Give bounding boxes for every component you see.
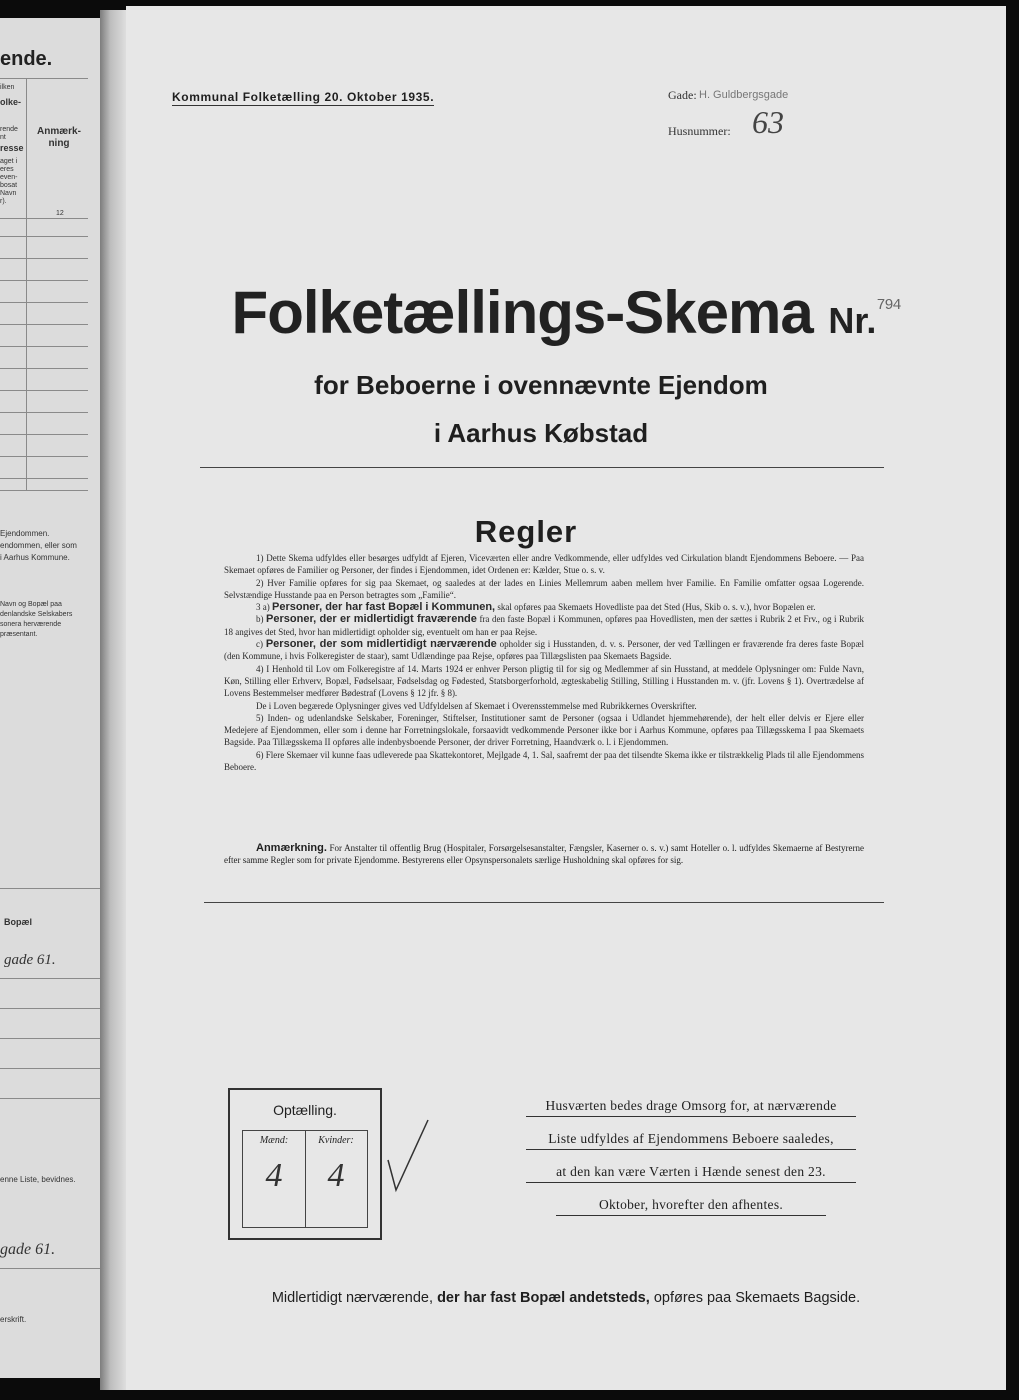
left-rule bbox=[0, 78, 88, 79]
form-subtitle-1: for Beboerne i ovennævnte Ejendom bbox=[314, 370, 768, 400]
left-rule bbox=[0, 346, 88, 347]
rule-6: 6) Flere Skemaer vil kunne faas udleverede paa Skattekontoret, Mejlgade 4, 1. Sal, saafremt der paa det tilsendte Skema ikke er tilstrækkelig Plads til alle Ejendommens Beboere. bbox=[224, 749, 864, 773]
left-header-fragment-11: r). bbox=[0, 198, 7, 205]
left-column-number: 12 bbox=[56, 210, 64, 217]
left-rule bbox=[0, 1068, 100, 1069]
left-rule bbox=[0, 236, 88, 237]
left-header-fragment-4: nt bbox=[0, 134, 6, 141]
divider-top bbox=[200, 467, 884, 468]
gade-value: H. Guldbergsgade bbox=[699, 89, 789, 101]
left-header-fragment-9: bosat bbox=[0, 182, 18, 189]
anmaerkning-label: Anmærkning. bbox=[256, 842, 327, 854]
footer-note bbox=[126, 1290, 1006, 1306]
maend-count: 4 bbox=[265, 1157, 283, 1194]
book-gutter bbox=[100, 10, 126, 1390]
regler-heading: Regler bbox=[474, 514, 578, 549]
left-note-fragment-2: Navn og Bopæl paa denlandske Selskabers sonera herværende præsentant. bbox=[0, 601, 73, 638]
left-column-divider bbox=[26, 218, 27, 490]
notice-line-1: Husværten bedes drage Omsorg for, at nærværende bbox=[526, 1096, 856, 1117]
left-anm-header: Anmærk- ning bbox=[37, 126, 81, 149]
form-number-label: Nr. bbox=[828, 300, 877, 341]
left-rule bbox=[0, 1268, 100, 1269]
form-number-value: 794 bbox=[876, 297, 901, 314]
rule-4b: De i Loven begærede Oplysninger gives ved Udfyldelsen af Skemaet i Overensstemmelse med Rubrikkernes Overskrifter. bbox=[256, 700, 697, 711]
left-rule bbox=[0, 1038, 100, 1039]
checkmark-icon bbox=[382, 1116, 432, 1196]
form-subtitle-2: i Aarhus Købstad bbox=[433, 418, 649, 448]
footer-bold: der har fast Bopæl andetsteds, bbox=[437, 1290, 650, 1306]
anmaerkning-text: For Anstalter til offentlig Brug (Hospitaler, Forsørgelsesanstalter, Fængsler, Kaserner o. s. v.) samt Hoteller o. l. udfyldes Skemaerne af Bestyrerne efter samme Regler som for private Ejendomme. Bestyrerens eller Opsynspersonalets særlige Husholdning skal opføres for sig. bbox=[224, 843, 865, 866]
anmaerkning-note bbox=[224, 842, 864, 867]
rule-3a-text: skal opføres paa Skemaets Hovedliste paa det Sted (Hus, Skib o. s. v.), hvor Bopælen er. bbox=[497, 602, 816, 613]
left-rule bbox=[0, 490, 88, 491]
left-heading-fragment: ende. bbox=[0, 48, 53, 70]
left-handwriting-1: gade 61. bbox=[4, 952, 56, 968]
left-rule bbox=[0, 1008, 100, 1009]
footer-pre: Midlertidigt nærværende, bbox=[271, 1290, 434, 1306]
rule-3a bbox=[224, 601, 864, 613]
rule-2: 2) Hver Familie opføres for sig paa Skemaet, og saaledes at der lades en Linies Mellemrum aaben mellem hver Familie. En Familie omfatter ogsaa Logerende. Selvstændige Husstande paa en Person betragtes som „Familie“. bbox=[224, 577, 864, 600]
left-rule bbox=[0, 412, 88, 413]
left-rule bbox=[0, 280, 88, 281]
rule-4: 4) I Henhold til Lov om Folkeregistre af 14. Marts 1924 er enhver Person pligtig til for sig og Medlemmer af sin Husstand, at meddele Oplysninger om: Fulde Navn, Køn, Stilling eller Erhverv, Bopæl, Fødselsaar, Fødselsdag og Fødested, Statsborgerforhold, ægteskabelig Stilling, Stilling i Husstanden m. v. (jfr. Lovens § 1). Overtrædelse af Lovens Bestemmelser medfører Bødestraf (Lovens § 12 jfr. § 8). bbox=[224, 663, 864, 699]
left-rule bbox=[0, 324, 88, 325]
rule-3c-heading: Personer, der som midlertidigt nærværende bbox=[265, 638, 497, 651]
left-rule bbox=[0, 390, 88, 391]
left-rule bbox=[0, 456, 88, 457]
landlord-notice bbox=[526, 1096, 856, 1228]
rule-3b bbox=[224, 613, 864, 638]
rule-3b-heading: Personer, der er midlertidigt fraværende bbox=[266, 613, 477, 626]
left-note-fragment-1: Ejendommen. endommen, eller som i Aarhus Kommune. bbox=[0, 529, 77, 562]
kvinder-label: Kvinder: bbox=[318, 1135, 354, 1146]
gade-label: Gade: bbox=[668, 88, 697, 102]
rule-3c bbox=[224, 638, 864, 663]
form-title bbox=[126, 278, 1006, 347]
left-header-fragment-3: rende bbox=[0, 126, 18, 133]
husnummer-value: 63 bbox=[752, 104, 784, 140]
rule-3b-number: b) bbox=[256, 614, 264, 625]
left-rule bbox=[0, 1098, 100, 1099]
notice-line-4: Oktober, hvorefter den afhentes. bbox=[556, 1195, 826, 1216]
left-header-fragment-1: ilken bbox=[0, 84, 15, 91]
left-rule bbox=[0, 258, 88, 259]
left-bottom-fragment: erskrift. bbox=[0, 1315, 27, 1324]
rule-3c-number: c) bbox=[256, 639, 263, 650]
left-liste-fragment: enne Liste, bevidnes. bbox=[0, 1175, 76, 1184]
left-handwriting-2: gade 61. bbox=[0, 1241, 56, 1258]
optaelling-table bbox=[242, 1130, 368, 1228]
left-header-fragment-6: aget i bbox=[0, 158, 18, 165]
left-bopael-label: Bopæl bbox=[4, 917, 32, 927]
left-header-fragment-10: Navn bbox=[0, 190, 17, 197]
optaelling-box bbox=[228, 1088, 382, 1240]
left-header-fragment-2: olke- bbox=[0, 97, 22, 107]
rule-3b-text: fra den faste Bopæl i Kommunen, opføres paa Hovedlisten, men der sættes i Rubrik 2 et Frv., og i Rubrik 18 angives det Sted, hvor han midlertidigt opholder sig, eventuelt om han er paa Rejse. bbox=[224, 614, 865, 637]
form-title-main: Folketællings-Skema bbox=[231, 279, 813, 346]
left-rule bbox=[0, 888, 100, 889]
left-page-fragment bbox=[0, 18, 101, 1378]
rule-3c-text: opholder sig i Husstanden, d. v. s. Personer, der ved Tællingen er fraværende fra deres faste Bopæl (den Kommune, i hvis Folkeregister de staar), samt Udlændinge paa Rejse, opføres paa Tillægslisten paa Skemaets Bagside. bbox=[224, 639, 865, 662]
census-form-page bbox=[126, 6, 1006, 1390]
left-rule bbox=[0, 368, 88, 369]
left-header-fragment-8: even- bbox=[0, 174, 18, 181]
left-header-fragment-7: eres bbox=[0, 166, 14, 173]
kvinder-count: 4 bbox=[327, 1157, 345, 1194]
footer-post: opføres paa Skemaets Bagside. bbox=[653, 1290, 861, 1306]
rule-3a-number: 3 a) bbox=[256, 602, 270, 613]
left-rule bbox=[0, 978, 100, 979]
notice-line-2: Liste udfyldes af Ejendommens Beboere saaledes, bbox=[526, 1129, 856, 1150]
left-rule bbox=[0, 302, 88, 303]
rule-5: 5) Inden- og udenlandske Selskaber, Foreninger, Stiftelser, Institutioner samt de Personer (ogsaa i Udlandet hjemmehørende), der helt eller delvis er Ejere eller Medejere af Ejendommen, eller som i denne har Forretningslokale, forsaavidt vedkommende Personer ikke bor i Aarhus Kommune, opføres paa Tillægsskema I paa Skemaets Bagside. Paa Tillægsskema II opføres alle indenbysboende Personer, der driver Forretning, Haandværk o. l. i Ejendommen. bbox=[224, 712, 864, 748]
left-rule bbox=[0, 478, 88, 479]
maend-label: Mænd: bbox=[259, 1135, 289, 1146]
divider-bottom bbox=[204, 902, 884, 903]
husnummer-label: Husnummer: bbox=[668, 124, 731, 138]
regler-body bbox=[224, 552, 864, 773]
left-rule bbox=[0, 434, 88, 435]
rule-1: 1) Dette Skema udfyldes eller besørges udfyldt af Ejeren, Viceværten eller andre Vedkommende, eller udfyldes ved Cirkulation blandt Ejendommens Beboere. — Paa Skemaet opføres de Familier og Personer, der findes i Ejendommen, idet Ordenen er: Kælder, Stue o. s. v. bbox=[224, 553, 864, 576]
census-header: Kommunal Folketælling 20. Oktober 1935. bbox=[172, 90, 435, 104]
notice-line-3: at den kan være Værten i Hænde senest den 23. bbox=[526, 1162, 856, 1183]
left-header-fragment-5: resse bbox=[0, 143, 24, 153]
left-column-divider bbox=[26, 78, 27, 238]
rule-3a-heading: Personer, der har fast Bopæl i Kommunen, bbox=[272, 601, 496, 614]
left-rule bbox=[0, 218, 88, 219]
optaelling-title: Optælling. bbox=[273, 1102, 337, 1118]
